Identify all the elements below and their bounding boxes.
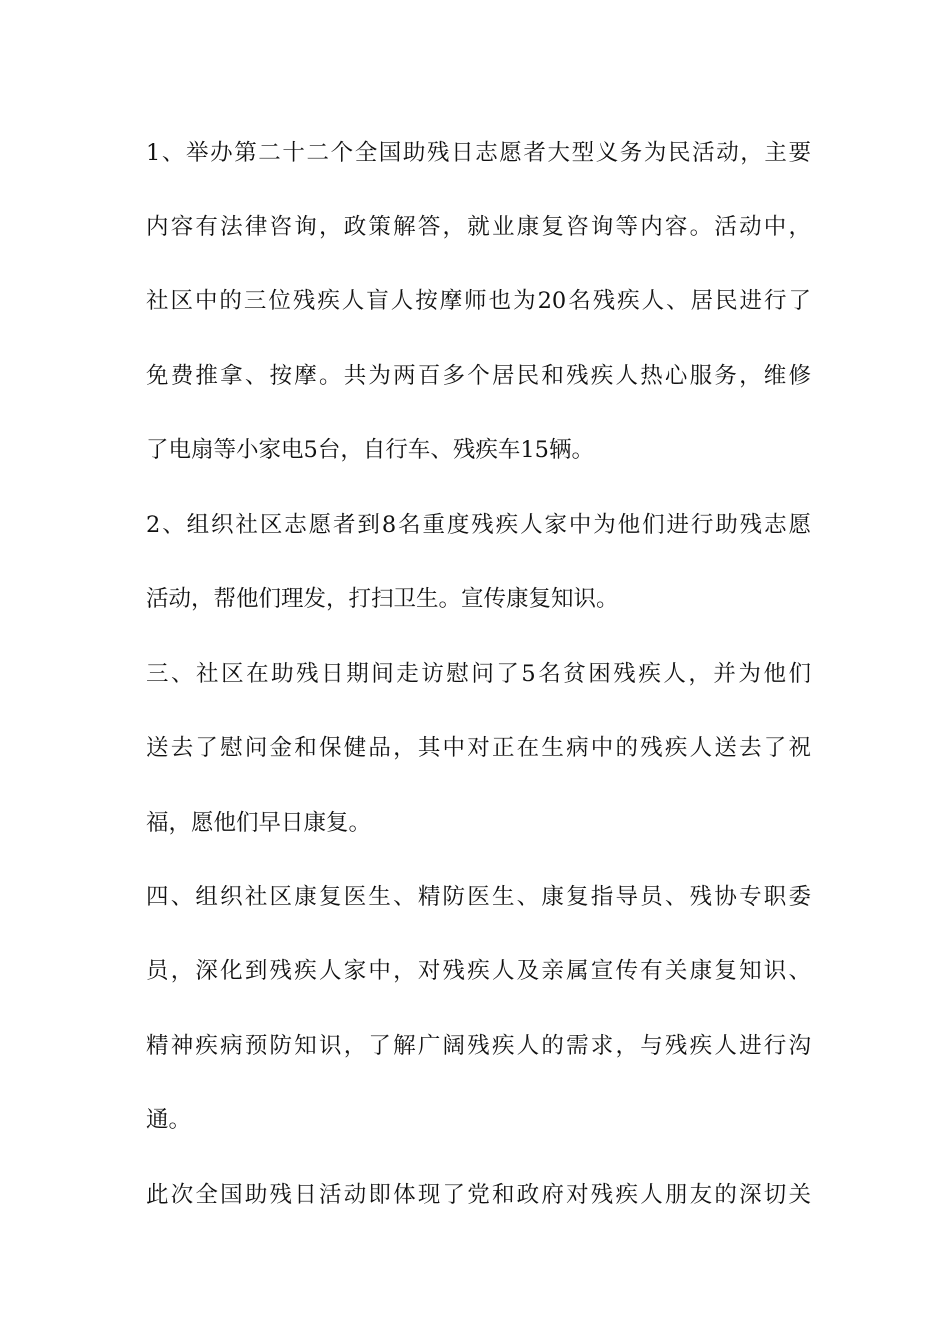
text-line: 了电扇等小家电5台，自行车、残疾车15辆。 <box>146 437 594 463</box>
text-line: 免费推拿、按摩。共为两百多个居民和残疾人热心服务，维修 <box>146 363 811 389</box>
text-line: 2、组织社区志愿者到8名重度残疾人家中为他们进行助残志愿 <box>146 512 811 538</box>
text-line: 福，愿他们早日康复。 <box>146 810 372 836</box>
text-line: 四、组织社区康复医生、精防医生、康复指导员、残协专职委 <box>146 884 811 910</box>
text-line: 精神疾病预防知识，了解广阔残疾人的需求，与残疾人进行沟 <box>146 1033 811 1059</box>
text-line: 活动，帮他们理发，打扫卫生。宣传康复知识。 <box>146 586 619 612</box>
text-line: 三、社区在助残日期间走访慰问了5名贫困残疾人，并为他们 <box>146 661 811 687</box>
text-line: 送去了慰问金和保健品，其中对正在生病中的残疾人送去了祝 <box>146 735 811 761</box>
text-line: 1、举办第二十二个全国助残日志愿者大型义务为民活动，主要 <box>146 140 811 166</box>
text-line: 通。 <box>146 1107 192 1133</box>
text-line: 内容有法律咨询，政策解答，就业康复咨询等内容。活动中， <box>146 214 811 240</box>
text-line: 社区中的三位残疾人盲人按摩师也为20名残疾人、居民进行了 <box>146 288 811 314</box>
text-line: 员，深化到残疾人家中，对残疾人及亲属宣传有关康复知识、 <box>146 958 811 984</box>
text-line: 此次全国助残日活动即体现了党和政府对残疾人朋友的深切关 <box>146 1182 811 1208</box>
